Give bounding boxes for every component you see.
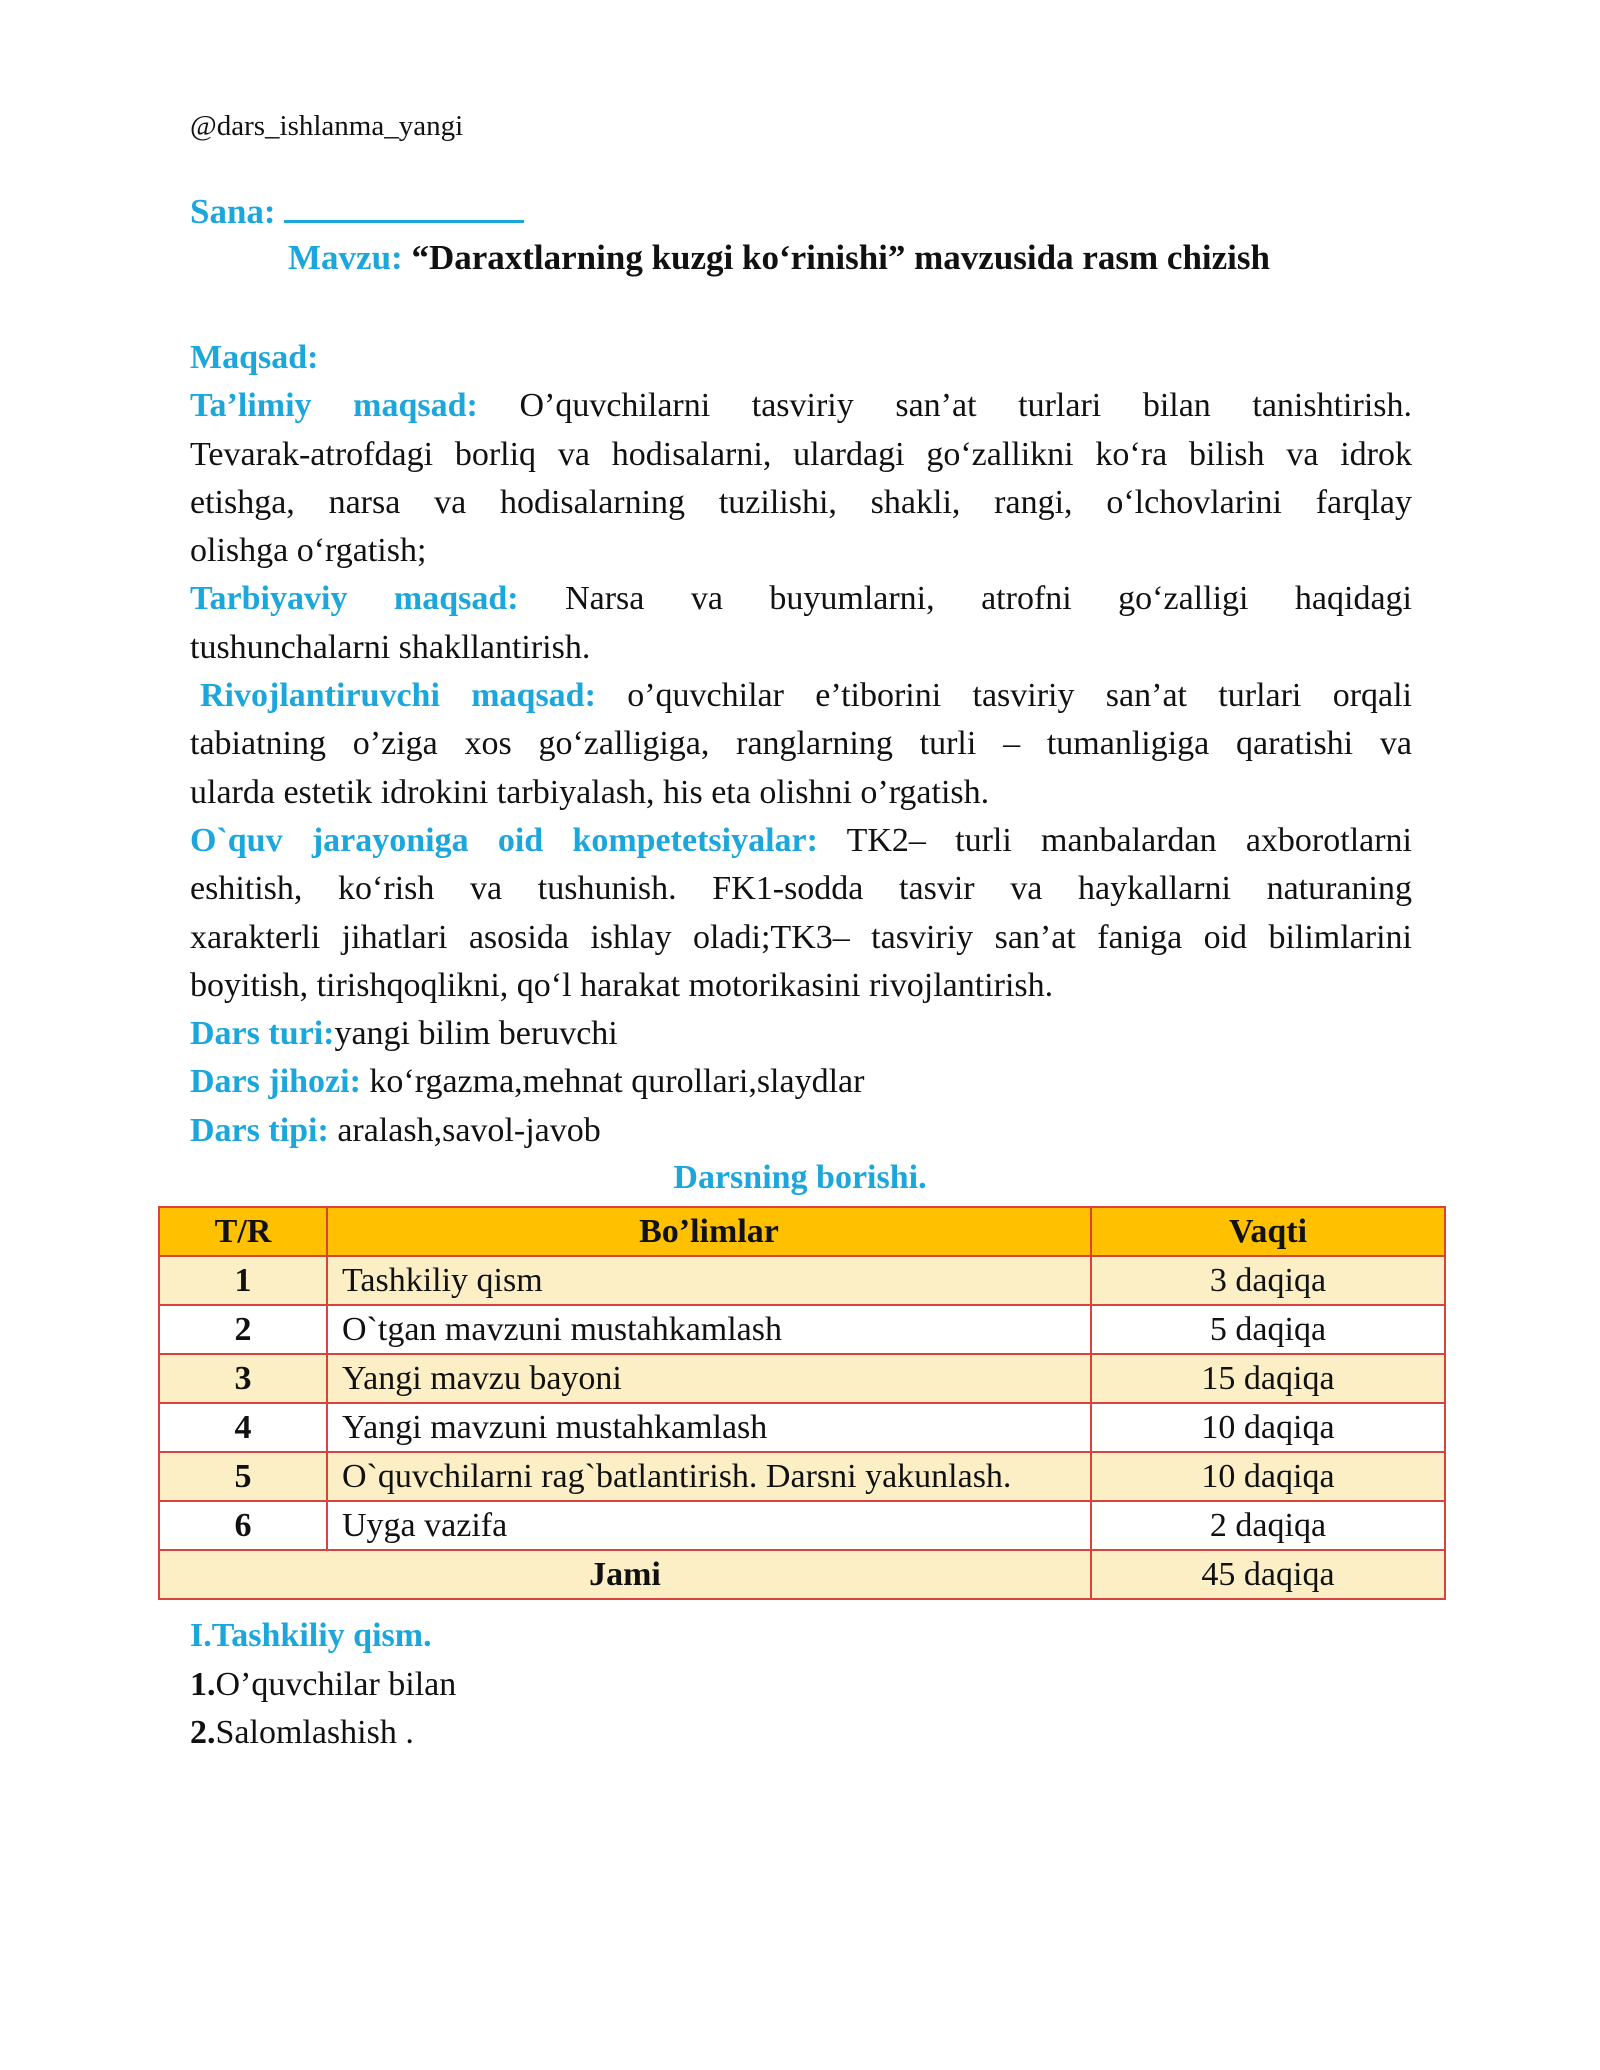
- lesson-type-value: yangi bilim beruvchi: [334, 1015, 618, 1053]
- table-row: 3 Yangi mavzu bayoni 15 daqiqa: [159, 1354, 1445, 1403]
- section-organizational: [190, 1612, 456, 1758]
- table-row: 1 Tashkiliy qism 3 daqiqa: [159, 1256, 1445, 1305]
- lesson-kind: [190, 1107, 1412, 1155]
- competencies-label: O`quv jarayoniga oid kompetetsiyalar:: [190, 821, 818, 859]
- upbringing-goal-label: Tarbiyaviy maqsad:: [190, 580, 519, 618]
- total-value: 45 daqiqa: [1091, 1550, 1445, 1599]
- lesson-plan-table: [158, 1206, 1446, 1600]
- total-label: Jami: [159, 1550, 1091, 1599]
- header-time: Vaqti: [1091, 1207, 1445, 1256]
- table-header-row: [159, 1207, 1445, 1256]
- educational-goal-line4: olishga o‘rgatish;: [190, 532, 427, 570]
- topic-heading: [288, 238, 1270, 278]
- header-sections: Bo’limlar: [327, 1207, 1091, 1256]
- channel-handle: @dars_ishlanma_yangi: [190, 110, 464, 142]
- lesson-equipment-label: Dars jihozi:: [190, 1063, 361, 1101]
- competencies-line2: eshitish, ko‘rish va tushunish. FK1-sodda tasvir va haykallarni naturaning: [190, 870, 1412, 908]
- lesson-plan-title: Darsning borishi.: [673, 1159, 927, 1196]
- educational-goal-line3: etishga, narsa va hodisalarning tuzilishi, shakli, rangi, o‘lchovlarini farqlay: [190, 483, 1412, 521]
- lesson-kind-label: Dars tipi:: [190, 1111, 329, 1149]
- developmental-goal-label: Rivojlantiruvchi maqsad:: [200, 677, 596, 715]
- lesson-equipment-value: ko‘rgazma,mehnat qurollari,slaydlar: [369, 1063, 865, 1101]
- competencies-line4: boyitish, tirishqoqlikni, qo‘l harakat motorikasini rivojlantirish.: [190, 966, 1054, 1004]
- competencies-line3: xarakterli jihatlari asosida ishlay oladi;TK3– tasviriy san’at faniga oid bilimlarini: [190, 918, 1412, 956]
- header-number: T/R: [159, 1207, 327, 1256]
- lesson-equipment: [190, 1058, 1412, 1106]
- educational-goal-line1: Ta’limiy maqsad: O’quvchilarni tasviriy san’at turlari bilan tanishtirish.: [190, 387, 1413, 425]
- table-total-row: [159, 1550, 1445, 1599]
- date-field: [190, 190, 524, 232]
- educational-goal-line2: Tevarak-atrofdagi borliq va hodisalarni, ulardagi go‘zallikni ko‘ra bilish va idrok: [190, 435, 1412, 473]
- table-row: 5 O`quvchilarni rag`batlantirish. Darsni yakunlash. 10 daqiqa: [159, 1452, 1445, 1501]
- upbringing-goal-line2: tushunchalarni shakllantirish.: [190, 628, 591, 666]
- date-blank-line: [284, 190, 524, 223]
- table-row: 6 Uyga vazifa 2 daqiqa: [159, 1501, 1445, 1550]
- table-row: 4 Yangi mavzuni mustahkamlash 10 daqiqa: [159, 1403, 1445, 1452]
- section-title: I.Tashkiliy qism.: [190, 1617, 432, 1654]
- educational-goal-label: Ta’limiy maqsad:: [190, 387, 478, 425]
- lesson-goals: [190, 334, 1412, 1155]
- lesson-kind-value: aralash,savol-javob: [337, 1111, 601, 1149]
- date-label: Sana:: [190, 192, 276, 231]
- lesson-type-label: Dars turi:: [190, 1015, 335, 1053]
- topic-label: Mavzu:: [288, 238, 403, 277]
- developmental-goal-line1: Rivojlantiruvchi maqsad: o’quvchilar e’tiborini tasviriy san’at turlari orqali: [200, 677, 1413, 715]
- topic-title: “Daraxtlarning kuzgi ko‘rinishi” mavzusida rasm chizish: [411, 238, 1270, 277]
- list-item: 2.Salomlashish .: [190, 1714, 414, 1751]
- goals-label: Maqsad:: [190, 339, 319, 376]
- developmental-goal-line3: ularda estetik idrokini tarbiyalash, his eta olishni o’rgatish.: [190, 773, 990, 811]
- competencies-line1: O`quv jarayoniga oid kompetetsiyalar: TK2– turli manbalardan axborotlarni: [190, 821, 1412, 859]
- upbringing-goal-line1: Tarbiyaviy maqsad: Narsa va buyumlarni, atrofni go‘zalligi haqidagi: [190, 580, 1413, 618]
- list-item: 1.O’quvchilar bilan: [190, 1665, 457, 1703]
- table-row: 2 O`tgan mavzuni mustahkamlash 5 daqiqa: [159, 1305, 1445, 1354]
- developmental-goal-line2: tabiatning o’ziga xos go‘zalligiga, ranglarning turli – tumanligiga qaratishi va: [190, 725, 1412, 763]
- lesson-type: [190, 1010, 1412, 1058]
